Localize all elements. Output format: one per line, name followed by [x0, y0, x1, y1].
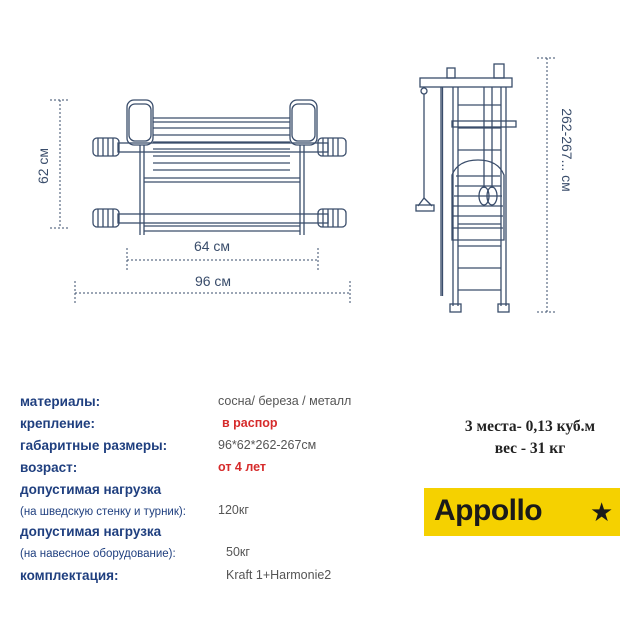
brand-logo — [424, 488, 620, 536]
spec-row-load-equipment — [20, 522, 161, 542]
top-view-drawing — [93, 100, 346, 235]
outer-width-dimension-label: 96 см — [194, 273, 232, 289]
spec-row-mounting — [20, 414, 95, 434]
side-view-drawing — [416, 64, 516, 312]
spec-sublabel: (на шведскую стенку и турник): — [20, 506, 186, 518]
spec-label: комплектация: — [20, 568, 119, 583]
spec-value: 50кг — [226, 545, 250, 559]
spec-value: сосна/ береза / металл — [218, 394, 352, 408]
spec-label: материалы: — [20, 394, 101, 409]
spec-row-age — [20, 458, 77, 478]
spec-label: крепление: — [20, 416, 96, 431]
spec-sublabel-row — [20, 501, 186, 521]
spec-row-kit — [20, 566, 119, 586]
spec-label: допустимая нагрузка — [20, 482, 162, 497]
spec-sublabel: (на навесное оборудование): — [20, 548, 176, 560]
brand-logo-text: Appollo — [434, 494, 543, 527]
spec-label: габаритные размеры: — [20, 438, 168, 453]
spec-row-materials — [20, 392, 100, 412]
star-icon: ★ — [590, 497, 614, 527]
weight-summary-line: вес - 31 кг — [494, 440, 566, 457]
spec-sublabel-row — [20, 543, 176, 563]
spec-value: 120кг — [218, 503, 249, 517]
package-summary-line: 3 места- 0,13 куб.м — [464, 418, 596, 435]
spec-value: 96*62*262-267см — [218, 438, 317, 452]
height-dimension-label: 262-267... см — [559, 108, 575, 192]
inner-width-dimension-label: 64 см — [193, 238, 231, 254]
spec-value: Kraft 1+Harmonie2 — [226, 568, 332, 582]
spec-value: от 4 лет — [218, 460, 267, 474]
spec-value: в распор — [222, 416, 278, 430]
spec-row-load-wall — [20, 480, 161, 500]
spec-row-dimensions — [20, 436, 167, 456]
spec-label: допустимая нагрузка — [20, 524, 162, 539]
spec-label: возраст: — [20, 460, 78, 475]
depth-dimension-label: 62 см — [35, 147, 51, 185]
